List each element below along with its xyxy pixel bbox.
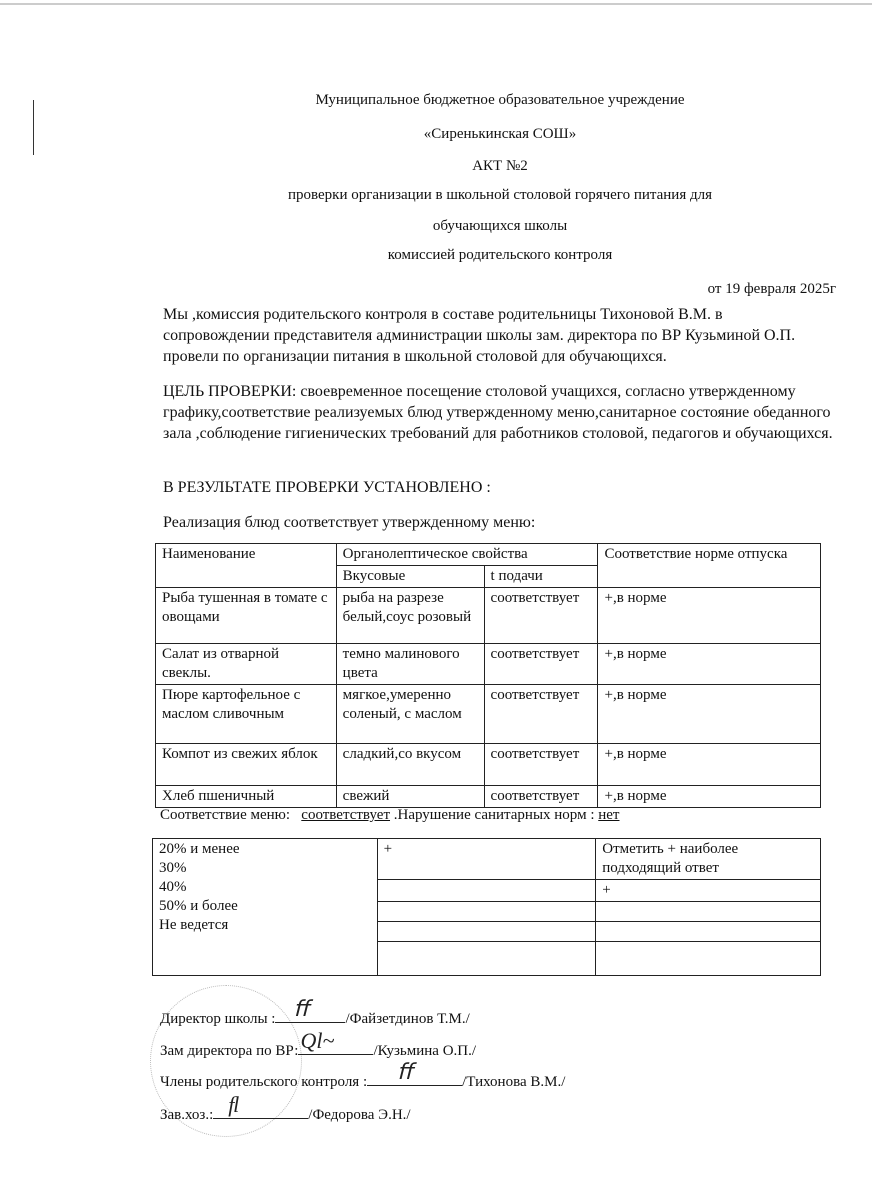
- dish-name: Рыба тушенная в томате с овощами: [156, 588, 337, 644]
- goal-paragraph: ЦЕЛЬ ПРОВЕРКИ: своевременное посещение столовой учащихся, согласно утвержденному графику,соответствие реализуемых блюд утвержденному меню,санитарное состояние обеданного зала ,соблюдение гигиенических требований для работников столовой, педагогов и обучающихся.: [163, 383, 833, 442]
- table-row: [156, 744, 821, 786]
- dish-norm: +,в норме: [598, 786, 821, 808]
- org-name: Муниципальное бюджетное образовательное учреждение: [315, 92, 685, 108]
- mark-cell: +: [596, 880, 821, 902]
- option: 50% и более: [159, 898, 238, 914]
- table-row: [156, 685, 821, 744]
- percentage-table: [152, 838, 821, 976]
- signature-deputy: [160, 1028, 477, 1060]
- signature-parent: [160, 1059, 566, 1091]
- compliance-line: [160, 807, 620, 824]
- signature-director: [160, 996, 470, 1028]
- mark-cell: [596, 922, 821, 942]
- signature-name: /Федорова Э.Н./: [308, 1107, 411, 1123]
- dish-name: Компот из свежих яблок: [156, 744, 337, 786]
- mark-cell: [596, 942, 821, 976]
- dishes-table: [155, 543, 821, 808]
- act-date: от 19 февраля 2025г: [707, 281, 836, 297]
- dish-norm: +,в норме: [598, 744, 821, 786]
- act-subtitle-3: комиссией родительского контроля: [387, 247, 613, 263]
- dish-taste: темно малинового цвета: [336, 644, 484, 685]
- compliance-label: Соответствие меню:: [160, 807, 291, 823]
- handwritten-signature: Ql~: [300, 1028, 335, 1053]
- dish-temp: соответствует: [484, 644, 598, 685]
- dish-name: Салат из отварной свеклы.: [156, 644, 337, 685]
- scan-edge: [0, 3, 872, 5]
- signature-name: /Кузьмина О.П./: [373, 1043, 477, 1059]
- dish-taste: сладкий,со вкусом: [336, 744, 484, 786]
- table-row: [156, 644, 821, 685]
- mark-cell: +: [377, 839, 596, 880]
- act-subtitle-2: обучающихся школы: [432, 218, 568, 234]
- instruction-cell: Отметить + наиболее подходящий ответ: [596, 839, 821, 880]
- mark-cell: [377, 902, 596, 922]
- mark-cell: [377, 880, 596, 902]
- mark-cell: [377, 922, 596, 942]
- dish-temp: соответствует: [484, 744, 598, 786]
- compliance-value: соответствует: [301, 807, 391, 823]
- signature-name: /Файзетдинов Т.М./: [345, 1011, 470, 1027]
- intro-paragraph: Мы ,комиссия родительского контроля в составе родительницы Тихоновой В.М. в сопровождении представителя администрации школы зам. директора по ВР Кузьминой О.П. провели по организации питания в школьной столовой для обучающихся.: [163, 306, 796, 365]
- option: 30%: [159, 860, 187, 876]
- header-temp: t подачи: [484, 566, 598, 588]
- signature-supply: [160, 1092, 411, 1124]
- violation-label: .Нарушение санитарных норм :: [393, 807, 595, 823]
- act-title: АКТ №2: [472, 158, 528, 174]
- signature-role: Зам директора по ВР:: [160, 1043, 299, 1059]
- signature-line: [367, 1059, 462, 1086]
- dish-taste: рыба на разрезе белый,соус розовый: [336, 588, 484, 644]
- signature-name: /Тихонова В.М./: [462, 1074, 566, 1090]
- handwritten-signature: ﬂ: [228, 1092, 240, 1117]
- school-name: «Сиренькинская СОШ»: [423, 126, 577, 142]
- dish-temp: соответствует: [484, 685, 598, 744]
- signature-role: Члены родительского контроля :: [160, 1074, 368, 1090]
- dish-taste: мягкое,умеренно соленый, с маслом: [336, 685, 484, 744]
- option: 20% и менее: [159, 841, 240, 857]
- result-heading: В РЕЗУЛЬТАТЕ ПРОВЕРКИ УСТАНОВЛЕНО :: [163, 479, 491, 496]
- dish-name: Хлеб пшеничный: [156, 786, 337, 808]
- signature-role: Зав.хоз.:: [160, 1107, 214, 1123]
- percentage-options: [153, 839, 378, 976]
- menu-statement: Реализация блюд соответствует утвержденному меню:: [163, 514, 536, 531]
- header-organoleptic: Органолептическое свойства: [336, 544, 598, 566]
- table-row: [156, 786, 821, 808]
- dish-norm: +,в норме: [598, 685, 821, 744]
- header-norm: Соответствие норме отпуска: [598, 544, 821, 588]
- dish-norm: +,в норме: [598, 644, 821, 685]
- option: Не ведется: [159, 917, 229, 933]
- mark-cell: [377, 942, 596, 976]
- dish-name: Пюре картофельное с маслом сливочным: [156, 685, 337, 744]
- signature-line: [298, 1028, 373, 1055]
- dish-taste: свежий: [336, 786, 484, 808]
- act-subtitle-1: проверки организации в школьной столовой горячего питания для: [287, 187, 712, 203]
- header-name: Наименование: [156, 544, 337, 588]
- signature-line: [213, 1092, 308, 1119]
- table-row: [156, 588, 821, 644]
- handwritten-signature: ﬀ: [397, 1059, 413, 1084]
- handwritten-signature: ﬀ: [293, 996, 309, 1021]
- header-taste: Вкусовые: [336, 566, 484, 588]
- violation-value: нет: [598, 807, 620, 823]
- signature-role: Директор школы :: [160, 1011, 276, 1027]
- dish-norm: +,в норме: [598, 588, 821, 644]
- dish-temp: соответствует: [484, 588, 598, 644]
- option: 40%: [159, 879, 187, 895]
- mark-cell: [596, 902, 821, 922]
- dish-temp: соответствует: [484, 786, 598, 808]
- signature-line: [275, 996, 345, 1023]
